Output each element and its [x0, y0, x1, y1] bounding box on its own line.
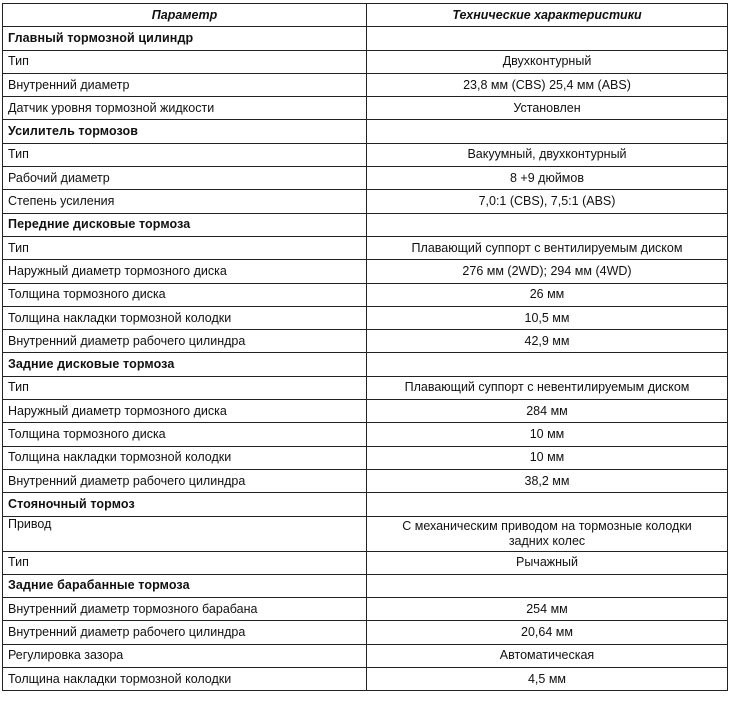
- spec-row: [3, 644, 728, 667]
- spec-row: [3, 190, 728, 213]
- value-cell: Автоматическая: [367, 644, 728, 667]
- param-cell: Тип: [3, 143, 367, 166]
- section-empty-cell: [367, 574, 728, 597]
- param-cell: Толщина тормозного диска: [3, 283, 367, 306]
- header-param: Параметр: [3, 4, 367, 27]
- section-row: [3, 574, 728, 597]
- param-cell: Внутренний диаметр: [3, 73, 367, 96]
- section-empty-cell: [367, 213, 728, 236]
- section-empty-cell: [367, 27, 728, 50]
- spec-table: [2, 3, 728, 691]
- value-cell: Установлен: [367, 97, 728, 120]
- section-title: Главный тормозной цилиндр: [3, 27, 367, 50]
- param-cell: Внутренний диаметр рабочего цилиндра: [3, 469, 367, 492]
- section-row: [3, 27, 728, 50]
- param-cell: Внутренний диаметр рабочего цилиндра: [3, 330, 367, 353]
- value-cell: 276 мм (2WD); 294 мм (4WD): [367, 260, 728, 283]
- param-cell: Тип: [3, 551, 367, 574]
- param-cell: Тип: [3, 376, 367, 399]
- value-cell: Плавающий суппорт с вентилируемым диском: [367, 236, 728, 259]
- value-cell: Вакуумный, двухконтурный: [367, 143, 728, 166]
- section-row: [3, 353, 728, 376]
- section-title: Стояночный тормоз: [3, 493, 367, 516]
- param-cell: Внутренний диаметр рабочего цилиндра: [3, 621, 367, 644]
- param-cell: Степень усиления: [3, 190, 367, 213]
- value-cell: 38,2 мм: [367, 469, 728, 492]
- spec-row: [3, 400, 728, 423]
- spec-row: [3, 551, 728, 574]
- section-empty-cell: [367, 120, 728, 143]
- value-cell: 284 мм: [367, 400, 728, 423]
- spec-row: [3, 423, 728, 446]
- section-title: Задние дисковые тормоза: [3, 353, 367, 376]
- value-cell: Плавающий суппорт с невентилируемым диском: [367, 376, 728, 399]
- spec-row: [3, 97, 728, 120]
- spec-row: [3, 143, 728, 166]
- spec-row: [3, 446, 728, 469]
- param-cell: Наружный диаметр тормозного диска: [3, 400, 367, 423]
- spec-row: [3, 260, 728, 283]
- spec-row: [3, 73, 728, 96]
- param-cell: Тип: [3, 50, 367, 73]
- section-title: Задние барабанные тормоза: [3, 574, 367, 597]
- param-cell: Толщина накладки тормозной колодки: [3, 446, 367, 469]
- spec-row: [3, 516, 728, 551]
- section-empty-cell: [367, 493, 728, 516]
- spec-body: [3, 27, 728, 691]
- spec-row: [3, 621, 728, 644]
- param-cell: Наружный диаметр тормозного диска: [3, 260, 367, 283]
- param-cell: Толщина тормозного диска: [3, 423, 367, 446]
- param-cell: Привод: [3, 516, 367, 551]
- value-cell: Двухконтурный: [367, 50, 728, 73]
- section-row: [3, 120, 728, 143]
- value-cell: 254 мм: [367, 598, 728, 621]
- section-row: [3, 213, 728, 236]
- spec-row: [3, 598, 728, 621]
- param-cell: Датчик уровня тормозной жидкости: [3, 97, 367, 120]
- value-cell: Рычажный: [367, 551, 728, 574]
- section-title: Усилитель тормозов: [3, 120, 367, 143]
- value-cell: 26 мм: [367, 283, 728, 306]
- value-cell: 4,5 мм: [367, 668, 728, 691]
- param-cell: Толщина накладки тормозной колодки: [3, 668, 367, 691]
- section-row: [3, 493, 728, 516]
- header-spec: Технические характеристики: [367, 4, 728, 27]
- header-row: [3, 4, 728, 27]
- value-line: С механическим приводом на тормозные колодки: [402, 518, 692, 533]
- spec-row: [3, 469, 728, 492]
- spec-row: [3, 236, 728, 259]
- param-cell: Регулировка зазора: [3, 644, 367, 667]
- value-cell: 8 +9 дюймов: [367, 167, 728, 190]
- value-cell: 10 мм: [367, 423, 728, 446]
- param-cell: Толщина накладки тормозной колодки: [3, 306, 367, 329]
- spec-row: [3, 668, 728, 691]
- param-cell: Внутренний диаметр тормозного барабана: [3, 598, 367, 621]
- param-cell: Тип: [3, 236, 367, 259]
- value-cell: 42,9 мм: [367, 330, 728, 353]
- spec-row: [3, 167, 728, 190]
- spec-row: [3, 376, 728, 399]
- value-cell: [367, 516, 728, 551]
- spec-row: [3, 283, 728, 306]
- value-cell: 23,8 мм (CBS) 25,4 мм (ABS): [367, 73, 728, 96]
- value-cell: 7,0:1 (CBS), 7,5:1 (ABS): [367, 190, 728, 213]
- value-cell: 10,5 мм: [367, 306, 728, 329]
- value-line: задних колес: [508, 533, 586, 548]
- value-cell: 10 мм: [367, 446, 728, 469]
- spec-row: [3, 330, 728, 353]
- value-cell: 20,64 мм: [367, 621, 728, 644]
- param-cell: Рабочий диаметр: [3, 167, 367, 190]
- spec-row: [3, 306, 728, 329]
- spec-row: [3, 50, 728, 73]
- section-empty-cell: [367, 353, 728, 376]
- section-title: Передние дисковые тормоза: [3, 213, 367, 236]
